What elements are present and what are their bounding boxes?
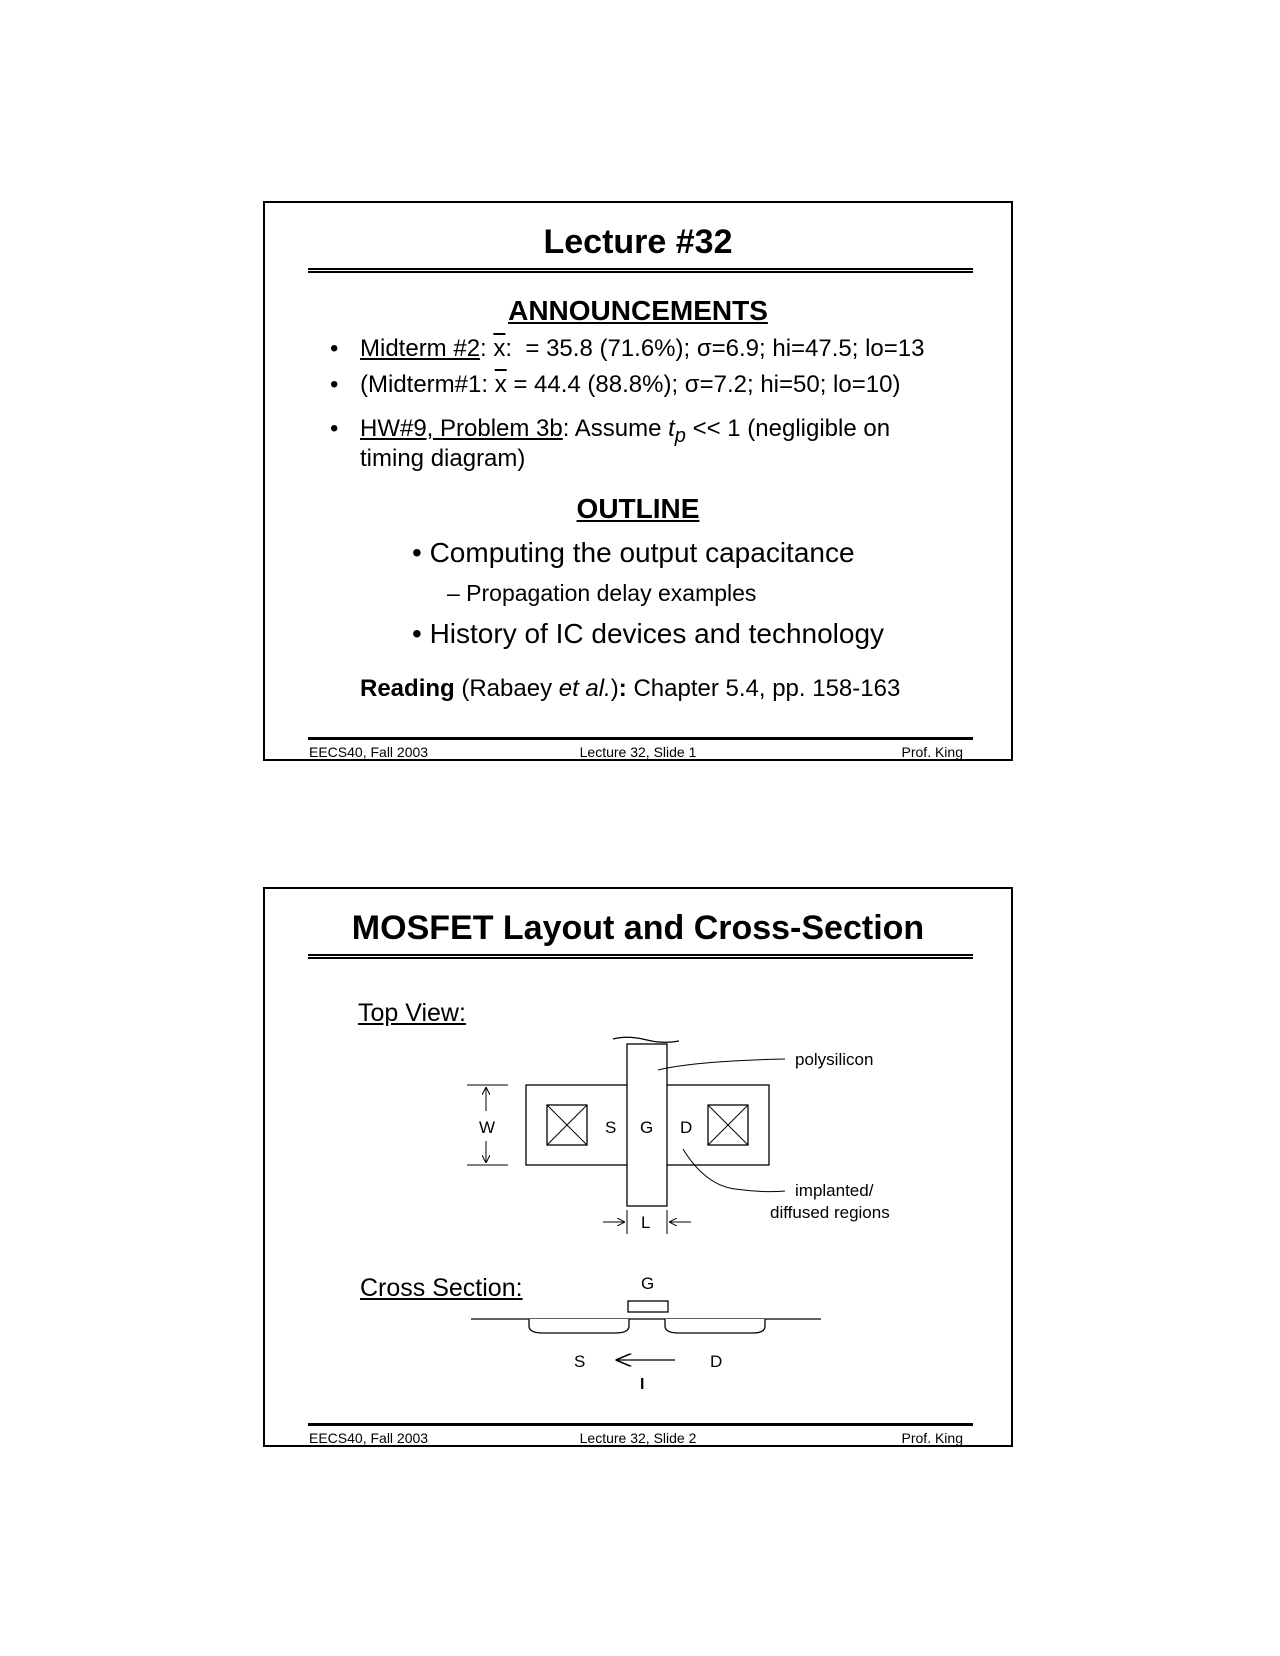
footer-rule [308, 1423, 973, 1426]
bullet-icon: • [330, 415, 339, 442]
cs-gate [628, 1301, 668, 1312]
midterm2-stats: : $\overline{x}$: = 35.8 (71.6%); σ=6.9; hi=47.5; lo=13 [480, 335, 925, 362]
drain-contact [708, 1105, 748, 1145]
announcements-heading: ANNOUNCEMENTS [508, 295, 768, 326]
implanted-callout-line2: diffused regions [770, 1203, 890, 1222]
title-rule [308, 268, 973, 273]
cross-section-label: Cross Section: [360, 1274, 523, 1302]
outline-item-capacitance: • Computing the output capacitance [412, 537, 855, 568]
cs-gate-label: G [641, 1274, 655, 1293]
slide-1: Lecture #32 ANNOUNCEMENTS • Midterm #2: $\overline{x}$: = 35.8 (71.6%); σ=6.9; hi=47.5; lo=13 • (Midterm#1: $\overline{x} = 44.4$ (88.8%); σ=7.2; hi=50; lo=10) • HW#9, Problem 3b: Assume $t_p << 1$ (negligible on timing diagram) OUTLINE • Computing the output capacitance – Propagation delay examples • History of IC devices and technology Reading (Rabaey et al.): Chapter 5.4, pp. 158-163 EECS40, Fall 2003 Lecture 32, Slide 1 Prof. King [263, 201, 1013, 761]
slide-2 [263, 887, 1013, 1447]
footer-slide-number: Lecture 32, Slide 2 [579, 1430, 697, 1446]
cs-source-label: S [574, 1352, 586, 1371]
bullet-icon: • [330, 371, 339, 398]
width-label: W [479, 1118, 496, 1137]
mosfet-diagram [265, 889, 1011, 1419]
outline-heading: OUTLINE [576, 493, 700, 524]
top-view-label: Top View: [358, 999, 466, 1027]
midterm2-link: Midterm #2 [360, 335, 481, 362]
footer-instructor: Prof. King [901, 1430, 963, 1446]
current-label: I [640, 1376, 645, 1393]
source-label: S [605, 1118, 617, 1137]
bullet-icon: • [330, 335, 339, 362]
source-contact [547, 1105, 587, 1145]
slide-title: MOSFET Layout and Cross-Section [351, 909, 925, 947]
length-label: L [641, 1213, 651, 1232]
cs-drain-region [665, 1319, 765, 1333]
footer-instructor: Prof. King [901, 744, 963, 760]
cs-drain-label: D [710, 1352, 723, 1371]
outline-item-history: • History of IC devices and technology [412, 618, 885, 649]
outline-subitem-delay: – Propagation delay examples [447, 580, 757, 606]
footer-course: EECS40, Fall 2003 [309, 1430, 429, 1446]
footer-course: EECS40, Fall 2003 [309, 744, 429, 760]
slide-title: Lecture #32 [543, 223, 733, 261]
implanted-callout-line1: implanted/ [795, 1181, 874, 1200]
cs-source-region [529, 1319, 629, 1333]
footer-slide-number: Lecture 32, Slide 1 [579, 744, 697, 760]
polysilicon-callout: polysilicon [795, 1050, 874, 1069]
hw9-link: HW#9, Problem 3b [360, 415, 563, 442]
reading-assignment: Reading (Rabaey et al.): Chapter 5.4, pp. 158-163 [360, 675, 901, 702]
footer-rule [308, 737, 973, 740]
gate-label: G [640, 1118, 654, 1137]
drain-label: D [680, 1118, 693, 1137]
announcement-hw9-line2: timing diagram) [360, 445, 526, 472]
